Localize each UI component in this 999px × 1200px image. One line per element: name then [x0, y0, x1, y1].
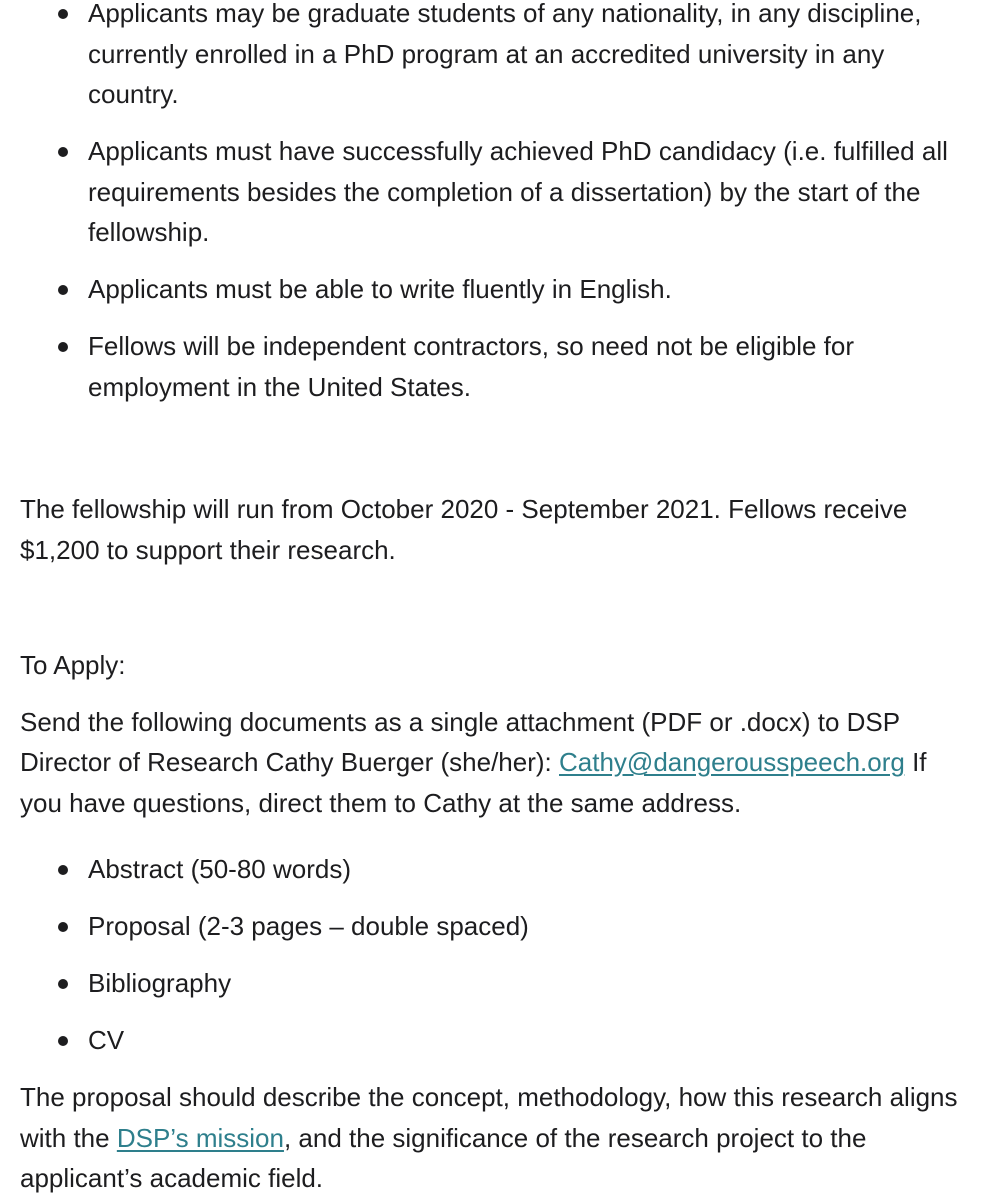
fellowship-paragraph: The fellowship will run from October 2020 - September 2021. Fellows receive $1,200 to support their research.: [20, 494, 908, 565]
list-item: [20, 0, 970, 115]
document-item-text: CV: [88, 1025, 125, 1055]
list-item: [20, 906, 970, 947]
proposal-text-end: , and the significance of the research project to the applicant’s academic field.: [20, 1122, 867, 1193]
bullet-icon: [58, 285, 68, 295]
document-body: [20, 0, 970, 1199]
bullet-icon: [58, 342, 68, 352]
document-item-text: Proposal (2-3 pages – double spaced): [88, 911, 529, 941]
eligibility-item-text: Applicants may be graduate students of any nationality, in any discipline, currently enrolled in a PhD program at an accredited university in any country.: [88, 0, 922, 109]
bullet-icon: [58, 9, 68, 19]
list-item: [20, 963, 970, 1004]
apply-followup-text: If you have questions, direct them to Cathy at the same address.: [20, 747, 927, 818]
document-item-text: Abstract (50-80 words): [88, 854, 351, 884]
bullet-icon: [58, 865, 68, 875]
eligibility-item-text: Applicants must have successfully achieved PhD candidacy (i.e. fulfilled all requirements besides the completion of a dissertation) by the start of the fellowship.: [88, 136, 948, 247]
list-item: [20, 326, 970, 407]
proposal-paragraph: [20, 1077, 970, 1199]
email-link[interactable]: Cathy@dangerousspeech.org: [559, 747, 905, 777]
eligibility-item-text: Fellows will be independent contractors, so need not be eligible for employment in the United States.: [88, 331, 855, 402]
documents-list: [20, 849, 970, 1061]
list-item: [20, 269, 970, 310]
apply-paragraph: [20, 702, 970, 824]
mission-link[interactable]: DSP’s mission: [116, 1122, 284, 1153]
eligibility-list: [20, 0, 970, 407]
eligibility-item-text: Applicants must be able to write fluently in English.: [88, 274, 672, 304]
proposal-text: The proposal should describe the concept, methodology, how this research aligns with the: [20, 1082, 958, 1153]
bullet-icon: [58, 1036, 68, 1046]
list-item: [20, 849, 970, 890]
bullet-icon: [58, 922, 68, 932]
document-item-text: Bibliography: [88, 968, 232, 998]
bullet-icon: [58, 979, 68, 989]
bullet-icon: [58, 147, 68, 157]
apply-intro-text: Send the following documents as a single attachment (PDF or .docx) to DSP Director of Research Cathy Buerger (she/her):: [20, 706, 900, 777]
list-item: [20, 1020, 970, 1061]
list-item: [20, 131, 970, 253]
apply-heading: To Apply:: [20, 650, 126, 680]
